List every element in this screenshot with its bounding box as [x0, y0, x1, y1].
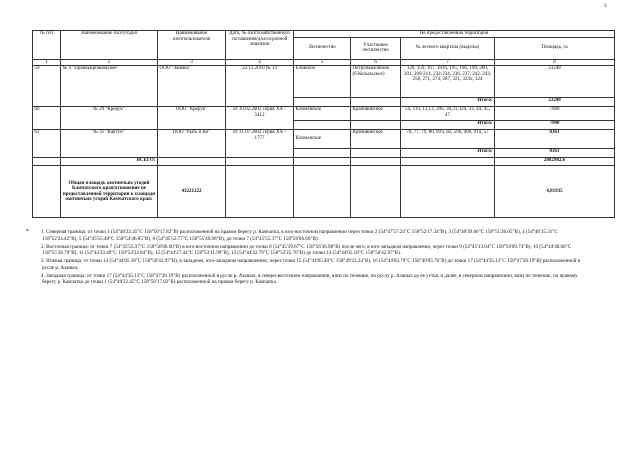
header-forestry: Лесничество: [294, 37, 351, 59]
row-blocks: 120, 159, 167, 183ч, 195, 196, 199, 200, 201, 209-214, 232-234, 236, 237, 242, 243, 258, 271, 274, 287, 321, 323ч, 324: [401, 66, 495, 98]
row-owner: ООО "Крерук": [158, 107, 226, 130]
row-forestry: Ключевское: [294, 107, 351, 121]
row-area: 7900: [495, 107, 615, 121]
header-name: Наименование охотугодья: [61, 31, 158, 60]
col-number: 5: [294, 59, 351, 66]
row-name: № 29 "Крерук": [61, 107, 158, 130]
summary-row: [33, 166, 615, 218]
table-row: [33, 107, 615, 121]
header-agreement: Дата, № охотхозяйственного соглашения/долгосрочной лицензии: [226, 31, 294, 60]
summary-area: 43221222: [158, 166, 226, 218]
table-row: [33, 130, 615, 149]
table-row: [33, 66, 615, 98]
header-no: № п/п: [33, 31, 61, 60]
row-owner: ООО "Заимка": [158, 66, 226, 107]
row-blocks: 76, 77, 79, 80, 81ч, 82, 59ч, 40ч, 41ч, 57: [401, 130, 495, 149]
col-number: 7: [401, 59, 495, 66]
footnote-marker: *: [26, 229, 29, 235]
row-district: Петропавловское (б.Козыльское): [351, 66, 401, 98]
row-owner: ООО "Рысь и Ко": [158, 130, 226, 158]
row-agreement: 22.12.2010 № 13: [226, 66, 294, 107]
row-forestry: Еловское: [294, 66, 351, 98]
row-no: 59: [33, 66, 61, 107]
grand-total-label: ВСЕГО:: [61, 158, 158, 166]
total-value: 8361: [495, 149, 615, 158]
summary-ratio: 4,81935: [495, 166, 615, 218]
col-number: 3: [158, 59, 226, 66]
col-number: 8: [495, 59, 615, 66]
row-area: 23248: [495, 66, 615, 98]
note-west: 4. Западная граница: от точки 17 (54°44'35.13"С 158°47'28.19"В) расположенной в русле р. Азаныч, в северо-восточном направлении, вниз по течению, по руслу р. Азаныч до ее устья, и далее, в северном направлении, вниз по течению, по правому берегу р. Камчатка до точки 1 (54°48'22.45"С 158°50'17.82"В) расположенной на правом берегу р. Камчатка.: [41, 272, 578, 286]
note-north: 1. Северная граница: от точки 1 (54°48'22.45"С 158°50'17.82"В) расположенной на правом берегу р. Камчатка, в юго-восточном направлении через точки 2 (54°47'57.24"С 158°52'17.34"В), 3 (54°46'39.66"С 158°51'26.65"В), 4 (54°46'15.31"С 158°52'24.42"В), 5 (54°45'55.48"С 158°54'46.85"В), 6 (54°45'52.77"С 158°55'49.08"В), до точки 7 (54°45'55.37"С 158°56'06.60"В).: [41, 229, 558, 242]
total-label: Итого:: [401, 98, 495, 107]
header-group: Не предоставленная территория: [294, 31, 615, 38]
territory-table: [32, 30, 615, 218]
row-blocks: 5ч, 11ч, 12,13, 29ч, 30,31,32ч, 33, 44, 45, 47: [401, 107, 495, 121]
grand-total-value: 2082982,6: [495, 158, 615, 166]
summary-label: Общая площадь охотничьих угодий Камчатского края/отношение не предоставленной территории к площади охотничьих угодий Камчатского края:: [61, 166, 158, 218]
row-no: 61: [33, 130, 61, 158]
header-district: Участковое лесничество: [351, 37, 401, 59]
row-forestry: Ключевское: [294, 130, 351, 149]
col-number: 1: [33, 59, 61, 66]
table-header-row: [33, 31, 615, 38]
total-label: Итого:: [401, 121, 495, 130]
header-owner: Наименование охотпользователя: [158, 31, 226, 60]
total-value: 7900: [495, 121, 615, 130]
total-label: Итого:: [401, 149, 495, 158]
note-east: 2. Восточная граница: от точки 7 (54°45'55.37"С 158°56'06.60"В) в юго-восточном направлении до точки 8 (54°45'39.67"С 158°56'36.98"В) после чего, в юго-западном направлении, через точки 9 (54°45'13.04"С 158°56'09.74"В), 10 (54°44'48.08"С 158°55'28.70"В), 11 (54°44'33.49"С 158°54'32.84"В), 12 (54°44'27.44"С 158°53'11.99"В), 13 (54°44'32.79"С 158°52'25.76"В) до точки 14 (54°44'05.18"С 158°50'42.97"В).: [41, 243, 572, 257]
note-south: 3. Южная граница: от точки 14 (54°44'05.18"С 158°50'42.97"В), в западном, юго-западном направлениях, через точки 15 (54°44'05.40"С 158°49'23.24"В), 16 (54°44'03.79"С 158°49'05.76"В) до точки 17 (54°44'35.13"С 158°47'28.19"В) расположенной в русле р. Азаныч.: [41, 258, 581, 271]
header-area: Площадь, га: [495, 37, 615, 59]
total-value: 23248: [495, 98, 615, 107]
page-number: 3: [604, 4, 607, 9]
row-name: № 4 "Правокирпановское": [61, 66, 158, 107]
row-name: № 31 "Кактун": [61, 130, 158, 158]
row-agreement: от 31.07.2002 серия ХХ - 1777: [226, 130, 294, 158]
grand-total-row: [33, 158, 615, 166]
column-number-row: [33, 59, 615, 66]
col-number: 6: [351, 59, 401, 66]
row-area: 8361: [495, 130, 615, 149]
header-blocks: № лесного квартала (выделы): [401, 37, 495, 59]
row-district: Крапивинское: [351, 107, 401, 121]
row-district: Крапивинское: [351, 130, 401, 149]
col-number: 4: [226, 59, 294, 66]
col-number: 2: [61, 59, 158, 66]
boundary-notes: [26, 229, 592, 287]
row-agreement: от 10.02.2002 серия ХХ - 5412: [226, 107, 294, 130]
row-no: 60: [33, 107, 61, 130]
